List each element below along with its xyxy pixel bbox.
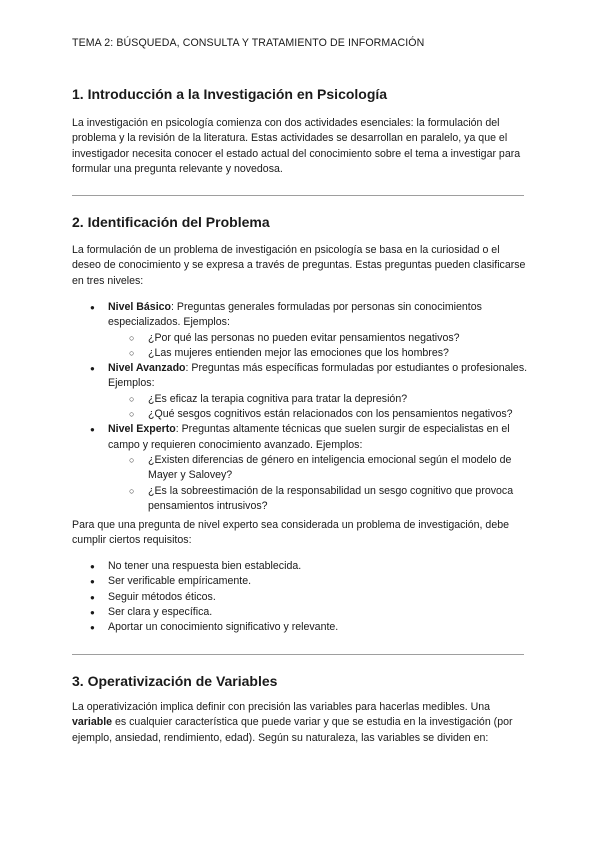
example-item: ○ ¿Qué sesgos cognitivos están relacionados con los pensamientos negativos?: [108, 407, 528, 422]
examples-list: [108, 392, 528, 423]
term-variable: variable: [72, 716, 113, 729]
requirements-intro: Para que una pregunta de nivel experto sea considerada un problema de investigación, debe cumplir ciertos requisitos:: [72, 519, 510, 547]
requirement-item: ● No tener una respuesta bien establecida.: [72, 559, 528, 574]
example-item: ○ ¿Las mujeres entienden mejor las emociones que los hombres?: [108, 346, 528, 361]
level-item-expert: [72, 422, 528, 514]
requirement-item: ● Ser clara y específica.: [72, 605, 528, 620]
text-run: es cualquier característica que puede variar y que se estudia en la investigación (por ejemplo, ansiedad, rendimiento, edad). Según su naturaleza, las variables se dividen en:: [72, 716, 513, 744]
text-run: La operativización implica definir con precisión las variables para hacerlas medibles. Una: [72, 701, 491, 713]
level-name: Nivel Básico: [108, 301, 172, 313]
level-item-basic: [72, 300, 528, 361]
section-divider: [72, 654, 524, 655]
section-divider: [72, 195, 524, 196]
requirement-item: ● Aportar un conocimiento significativo y relevante.: [72, 620, 528, 635]
requirements-list: [72, 559, 528, 635]
level-description: : Preguntas generales formuladas por personas sin conocimientos especializados. Ejemplos:: [108, 301, 482, 329]
examples-list: [108, 453, 528, 514]
level-description: : Preguntas altamente técnicas que suelen surgir de especialistas en el campo y requieren conocimiento avanzado. Ejemplos:: [108, 423, 510, 451]
example-item: ○ ¿Es la sobreestimación de la responsabilidad un sesgo cognitivo que provoca pensamientos intrusivos?: [108, 484, 528, 515]
level-item-advanced: [72, 361, 528, 422]
question-levels-list: [72, 300, 528, 514]
example-item: ○ ¿Por qué las personas no pueden evitar pensamientos negativos?: [108, 331, 528, 346]
section-3-title: 3. Operativización de Variables: [72, 673, 278, 689]
requirement-item: ● Ser verificable empíricamente.: [72, 574, 528, 589]
section-2-intro: La formulación de un problema de investigación en psicología se basa en la curiosidad o el deseo de conocimiento y se expresa a través de preguntas. Estas preguntas pueden clasificarse en tres niveles:: [72, 244, 526, 287]
running-header: TEMA 2: BÚSQUEDA, CONSULTA Y TRATAMIENTO DE INFORMACIÓN: [72, 37, 425, 49]
example-item: ○ ¿Existen diferencias de género en inteligencia emocional según el modelo de Mayer y Salovey?: [108, 453, 528, 484]
section-1-paragraph: La investigación en psicología comienza con dos actividades esenciales: la formulación del problema y la revisión de la literatura. Estas actividades se desarrollan en paralelo, ya que el investigador necesita conocer el estado actual del conocimiento sobre el tema a investigar para formular una pregunta relevante y novedosa.: [72, 117, 521, 175]
requirement-item: ● Seguir métodos éticos.: [72, 590, 528, 605]
section-3-paragraph: [72, 700, 528, 746]
section-1-title: 1. Introducción a la Investigación en Psicología: [72, 86, 388, 102]
level-name: Nivel Experto: [108, 423, 176, 436]
example-item: ○ ¿Es eficaz la terapia cognitiva para tratar la depresión?: [108, 392, 528, 407]
level-description: : Preguntas más específicas formuladas por estudiantes o profesionales. Ejemplos:: [108, 362, 528, 390]
section-2-title: 2. Identificación del Problema: [72, 214, 270, 230]
level-name: Nivel Avanzado: [108, 362, 186, 375]
examples-list: [108, 331, 528, 362]
